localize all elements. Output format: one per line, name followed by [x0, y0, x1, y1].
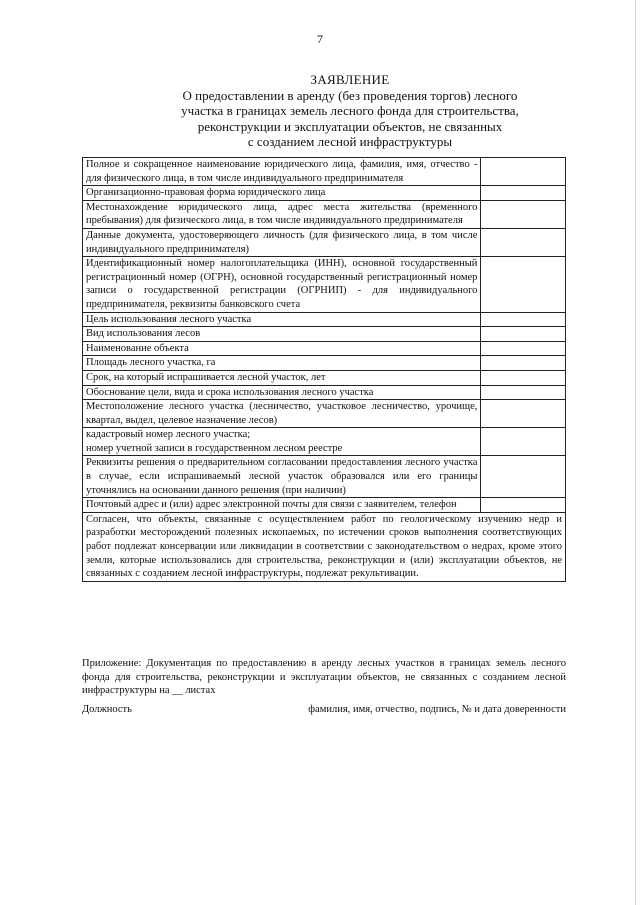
subtitle-line-4: с созданием лесной инфраструктуры [247, 134, 453, 149]
field-label-preliminary-decision: Реквизиты решения о предварительном согласовании предоставления лесного участка в случае, если испрашиваемый лесной участок образовался или его границы уточнялись на основании данного решения (при наличии) [83, 456, 481, 498]
field-value-forest-use-type[interactable] [481, 327, 566, 342]
field-value-contacts[interactable] [481, 498, 566, 513]
field-value-justification[interactable] [481, 385, 566, 400]
table-row [83, 200, 566, 228]
scan-edge [635, 0, 636, 905]
table-row [83, 512, 566, 581]
document-header [140, 72, 560, 150]
application-form-table [82, 157, 566, 582]
field-label-purpose: Цель использования лесного участка [83, 312, 481, 327]
cadastral-number-label: кадастровый номер лесного участка; [86, 429, 251, 441]
field-value-identity-document[interactable] [481, 228, 566, 256]
field-label-object-name: Наименование объекта [83, 341, 481, 356]
annex-note: Приложение: Документация по предоставлению в аренду лесных участков в границах земель лесного фонда для строительства, реконструкции и эксплуатации объектов, не связанных с созданием лесной инфраструктуры на __ листах [82, 658, 566, 697]
field-value-tax-registration[interactable] [481, 257, 566, 312]
field-label-identity-document: Данные документа, удостоверяющего личность (для физического лица, в том числе индивидуального предпринимателя) [83, 228, 481, 256]
field-value-location[interactable] [481, 400, 566, 428]
page-number: 7 [317, 32, 323, 46]
table-row [83, 257, 566, 312]
table-row [83, 158, 566, 186]
consent-statement: Согласен, что объекты, связанные с осуществлением работ по геологическому изучению недр и разработки месторождений полезных ископаемых, по истечении сроков выполнения соответствующих работ подлежат консервации или ликвидации в соответствии с законодательством о недрах, кроме этого земли, которые использовались для строительства, реконструкции и (или) эксплуатации объектов, не связанных с созданием лесной инфраструктуры, подлежат рекультивации. [83, 512, 566, 581]
field-label-area: Площадь лесного участка, га [83, 356, 481, 371]
table-row [83, 498, 566, 513]
table-row [83, 312, 566, 327]
table-row [83, 341, 566, 356]
document-title: ЗАЯВЛЕНИЕ [310, 72, 390, 87]
table-row [83, 356, 566, 371]
field-label-cadastral-number [83, 428, 481, 456]
signature-caption: фамилия, имя, отчество, подпись, № и дата доверенности [308, 704, 566, 715]
field-label-term: Срок, на который испрашивается лесной участок, лет [83, 370, 481, 385]
field-value-term[interactable] [481, 370, 566, 385]
table-row [83, 186, 566, 201]
field-label-contacts: Почтовый адрес и (или) адрес электронной почты для связи с заявителем, телефон [83, 498, 481, 513]
field-label-justification: Обоснование цели, вида и срока использования лесного участка [83, 385, 481, 400]
table-row [83, 228, 566, 256]
field-value-address[interactable] [481, 200, 566, 228]
field-value-applicant-name[interactable] [481, 158, 566, 186]
position-caption: Должность [82, 704, 132, 715]
field-label-tax-registration: Идентификационный номер налогоплательщика (ИНН), основной государственный регистрационный номер (ОГРН), основной государственный регистрационный номер записи о государственной регистрации (ОГРНИП) - для индивидуального предпринимателя, реквизиты банковского счета [83, 257, 481, 312]
field-label-forest-use-type: Вид использования лесов [83, 327, 481, 342]
subtitle-line-1: О предоставлении в аренду (без проведения торгов) лесного [182, 87, 518, 103]
field-value-object-name[interactable] [481, 341, 566, 356]
table-row [83, 327, 566, 342]
table-row [83, 385, 566, 400]
subtitle-line-3: реконструкции и эксплуатации объектов, не связанных [197, 118, 503, 134]
table-row [83, 400, 566, 428]
field-label-applicant-name: Полное и сокращенное наименование юридического лица, фамилия, имя, отчество - для физического лица, в том числе индивидуального предпринимателя [83, 158, 481, 186]
table-row [83, 370, 566, 385]
field-value-preliminary-decision[interactable] [481, 456, 566, 498]
field-label-location: Местоположение лесного участка (лесничество, участковое лесничество, урочище, квартал, выдел, целевое назначение лесов) [83, 400, 481, 428]
field-value-cadastral-number[interactable] [481, 428, 566, 456]
field-label-legal-form: Организационно-правовая форма юридического лица [83, 186, 481, 201]
field-value-legal-form[interactable] [481, 186, 566, 201]
forest-registry-number-label: номер учетной записи в государственном лесном реестре [86, 442, 343, 454]
field-value-area[interactable] [481, 356, 566, 371]
field-label-address: Местонахождение юридического лица, адрес места жительства (временного пребывания) для физического лица, в том числе индивидуального предпринимателя [83, 200, 481, 228]
subtitle-line-2: участка в границах земель лесного фонда для строительства, [181, 103, 519, 118]
field-value-purpose[interactable] [481, 312, 566, 327]
table-row [83, 456, 566, 498]
table-row [83, 428, 566, 456]
